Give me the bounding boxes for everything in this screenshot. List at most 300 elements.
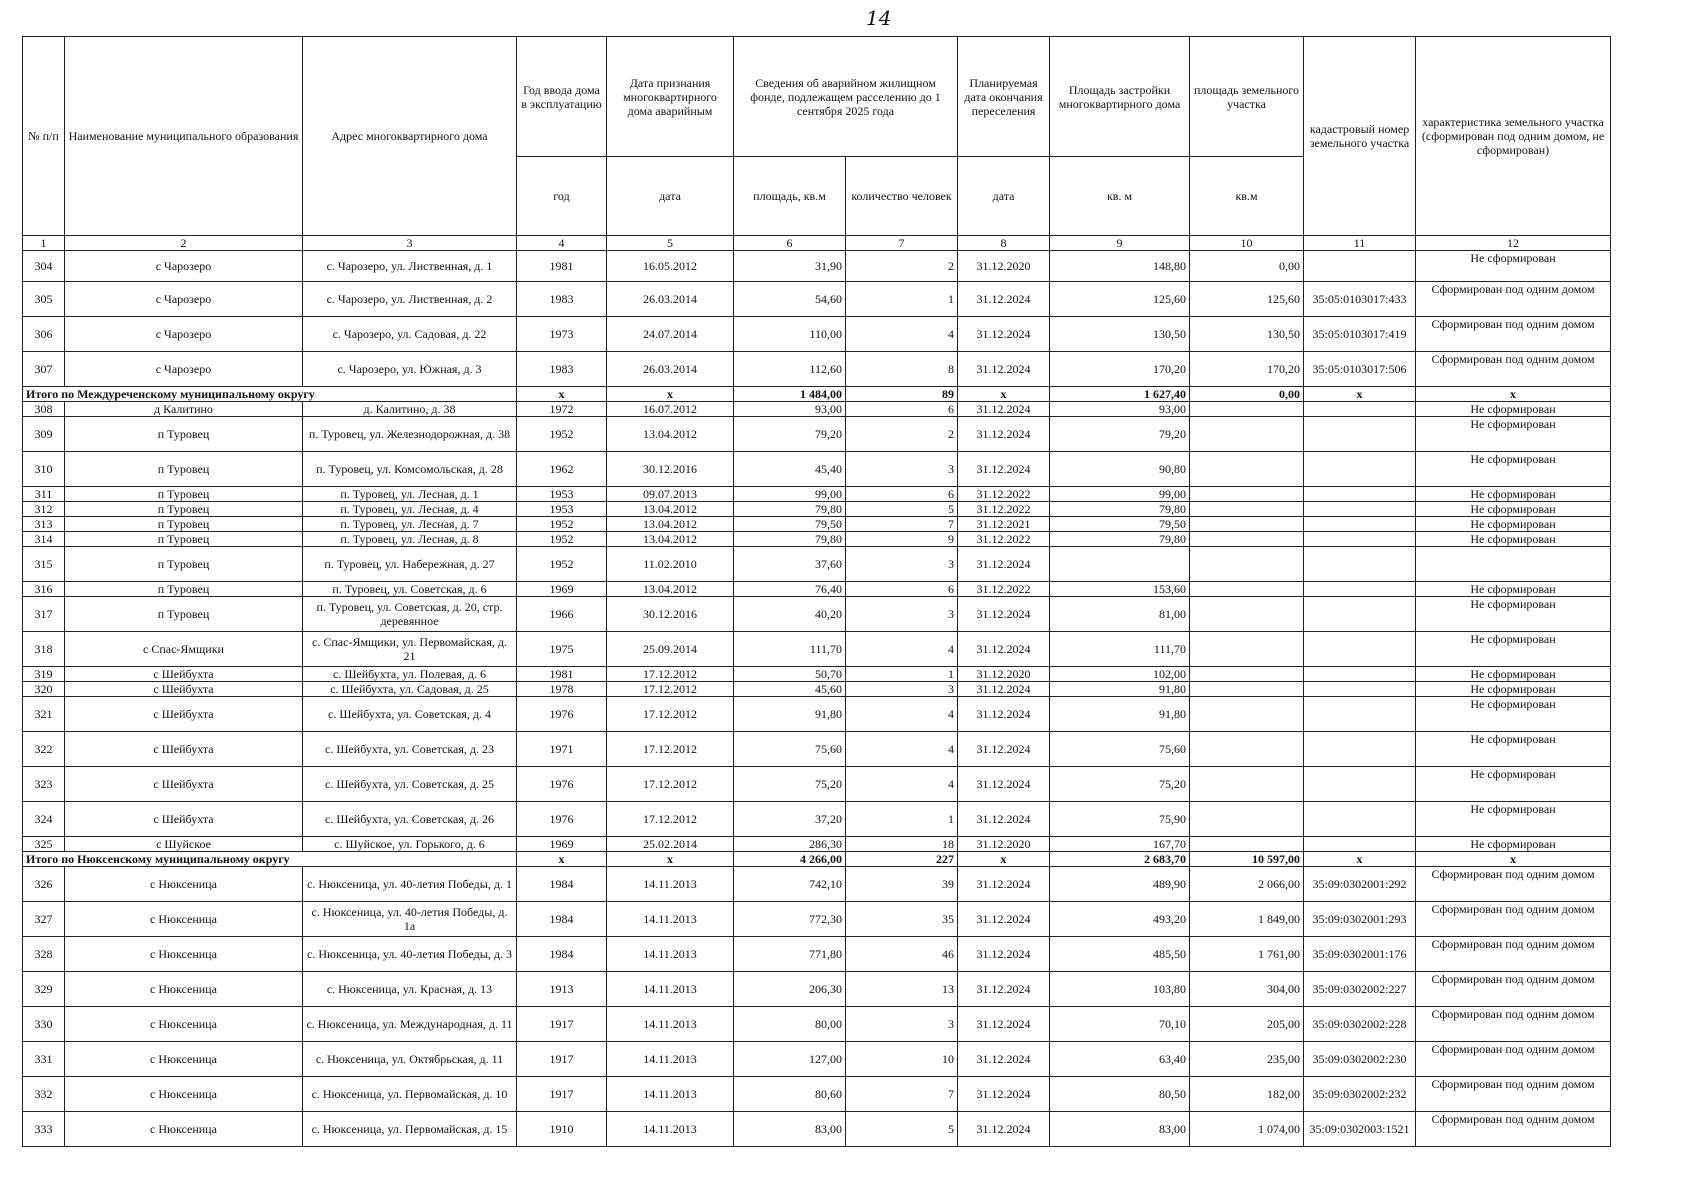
header-row — [23, 37, 1611, 157]
cell-emergency-date: 17.12.2012 — [607, 697, 734, 732]
cell-address: с. Шейбухта, ул. Полевая, д. 6 — [303, 667, 517, 682]
cell-building-area — [1050, 547, 1190, 582]
cell-emergency-date: 11.02.2010 — [607, 547, 734, 582]
cell-address: п. Туровец, ул. Лесная, д. 4 — [303, 502, 517, 517]
cell-row-number: 331 — [23, 1042, 65, 1077]
cell-land-characteristic: Не сформирован — [1416, 532, 1611, 547]
cell-land-characteristic: Сформирован под одним домом — [1416, 867, 1611, 902]
cell-row-number: 322 — [23, 732, 65, 767]
subheader-area: площадь, кв.м — [734, 157, 846, 236]
cell-building-area: 125,60 — [1050, 282, 1190, 317]
cell-cadastral-number — [1304, 732, 1416, 767]
cell-building-area: 485,50 — [1050, 937, 1190, 972]
cell-people: 4 — [846, 632, 958, 667]
cell-row-number: 327 — [23, 902, 65, 937]
cell-resettlement-end: 31.12.2024 — [958, 867, 1050, 902]
cell-emergency-date: 13.04.2012 — [607, 417, 734, 452]
cell-commission-year: 1976 — [517, 767, 607, 802]
header-municipality: Наименование муниципального образования — [65, 37, 303, 236]
cell-building-area: 90,80 — [1050, 452, 1190, 487]
cell-cadastral-number — [1304, 632, 1416, 667]
cell-cadastral-number — [1304, 251, 1416, 282]
cell-area: 79,50 — [734, 517, 846, 532]
cell-resettlement-end: 31.12.2021 — [958, 517, 1050, 532]
cell-commission-year: 1984 — [517, 937, 607, 972]
cell-emergency-date: 24.07.2014 — [607, 317, 734, 352]
cell-building-area: 93,00 — [1050, 402, 1190, 417]
cell-land-area: 182,00 — [1190, 1077, 1304, 1112]
cell-row-number: 304 — [23, 251, 65, 282]
subtotal-people: 89 — [846, 387, 958, 402]
cell-cadastral-number: 35:09:0302001:293 — [1304, 902, 1416, 937]
cell-municipality: с Нюксеница — [65, 1112, 303, 1147]
cell-municipality: с Шейбухта — [65, 682, 303, 697]
subtotal-label: Итого по Междуреченскому муниципальному округу — [23, 387, 303, 402]
cell-land-area — [1190, 502, 1304, 517]
cell-commission-year: 1969 — [517, 837, 607, 852]
cell-area: 79,80 — [734, 532, 846, 547]
cell-land-characteristic: Не сформирован — [1416, 837, 1611, 852]
cell-area: 742,10 — [734, 867, 846, 902]
header-resettlement-end: Планируемая дата окончания переселения — [958, 37, 1050, 157]
cell-commission-year: 1984 — [517, 902, 607, 937]
cell-people: 46 — [846, 937, 958, 972]
cell-commission-year: 1917 — [517, 1007, 607, 1042]
cell-land-area — [1190, 597, 1304, 632]
cell-row-number: 316 — [23, 582, 65, 597]
cell-land-area — [1190, 402, 1304, 417]
cell-building-area: 75,60 — [1050, 732, 1190, 767]
cell-resettlement-end: 31.12.2024 — [958, 902, 1050, 937]
table-row — [23, 632, 1611, 667]
cell-commission-year: 1969 — [517, 582, 607, 597]
cell-building-area: 79,50 — [1050, 517, 1190, 532]
column-number: 3 — [303, 236, 517, 251]
cell-cadastral-number — [1304, 582, 1416, 597]
housing-register-table — [22, 36, 1611, 1147]
cell-address: п. Туровец, ул. Советская, д. 20, стр. деревянное — [303, 597, 517, 632]
cell-municipality: с Нюксеница — [65, 937, 303, 972]
table-row — [23, 1042, 1611, 1077]
cell-building-area: 102,00 — [1050, 667, 1190, 682]
cell-land-characteristic: Не сформирован — [1416, 502, 1611, 517]
cell-resettlement-end: 31.12.2024 — [958, 682, 1050, 697]
cell-emergency-date: 14.11.2013 — [607, 972, 734, 1007]
cell-resettlement-end: 31.12.2020 — [958, 251, 1050, 282]
cell-cadastral-number — [1304, 767, 1416, 802]
cell-area: 75,20 — [734, 767, 846, 802]
cell-land-area — [1190, 547, 1304, 582]
cell-land-characteristic: Сформирован под одним домом — [1416, 1007, 1611, 1042]
cell-land-area — [1190, 452, 1304, 487]
header-commission-year: Год ввода дома в эксплуатацию — [517, 37, 607, 157]
cell-municipality: с Шейбухта — [65, 802, 303, 837]
cell-municipality: с Шейбухта — [65, 697, 303, 732]
cell-emergency-date: 14.11.2013 — [607, 902, 734, 937]
cell-land-characteristic: Не сформирован — [1416, 517, 1611, 532]
cell-resettlement-end: 31.12.2024 — [958, 1042, 1050, 1077]
cell-address: п. Туровец, ул. Комсомольская, д. 28 — [303, 452, 517, 487]
cell-area: 286,30 — [734, 837, 846, 852]
table-row — [23, 972, 1611, 1007]
cell-commission-year: 1981 — [517, 667, 607, 682]
cell-people: 3 — [846, 1007, 958, 1042]
cell-land-area: 2 066,00 — [1190, 867, 1304, 902]
cell-land-area — [1190, 487, 1304, 502]
cell-municipality: п Туровец — [65, 597, 303, 632]
cell-address: с. Нюксеница, ул. Первомайская, д. 15 — [303, 1112, 517, 1147]
cell-land-characteristic — [1416, 547, 1611, 582]
cell-building-area: 170,20 — [1050, 352, 1190, 387]
cell-land-area: 304,00 — [1190, 972, 1304, 1007]
table-row — [23, 547, 1611, 582]
cell-land-characteristic: Сформирован под одним домом — [1416, 937, 1611, 972]
cell-emergency-date: 13.04.2012 — [607, 517, 734, 532]
cell-cadastral-number: 35:05:0103017:506 — [1304, 352, 1416, 387]
cell-row-number: 319 — [23, 667, 65, 682]
cell-address: п. Туровец, ул. Лесная, д. 1 — [303, 487, 517, 502]
cell-people: 6 — [846, 582, 958, 597]
cell-address: п. Туровец, ул. Лесная, д. 7 — [303, 517, 517, 532]
table-row — [23, 282, 1611, 317]
cell-land-area — [1190, 532, 1304, 547]
cell-emergency-date: 17.12.2012 — [607, 682, 734, 697]
cell-emergency-date: 25.02.2014 — [607, 837, 734, 852]
cell-row-number: 314 — [23, 532, 65, 547]
cell-row-number: 306 — [23, 317, 65, 352]
subtotal-building-area: 1 627,40 — [1050, 387, 1190, 402]
cell-land-area — [1190, 517, 1304, 532]
table-row — [23, 417, 1611, 452]
cell-municipality: с Спас-Ямщики — [65, 632, 303, 667]
cell-address: с. Спас-Ямщики, ул. Первомайская, д. 21 — [303, 632, 517, 667]
cell-area: 83,00 — [734, 1112, 846, 1147]
cell-cadastral-number — [1304, 597, 1416, 632]
cell-cadastral-number — [1304, 417, 1416, 452]
cell-land-area — [1190, 667, 1304, 682]
cell-cadastral-number — [1304, 667, 1416, 682]
cell-people: 2 — [846, 251, 958, 282]
cell-people: 6 — [846, 402, 958, 417]
cell-municipality: с Чарозеро — [65, 282, 303, 317]
header-land-characteristic: характеристика земельного участка (сформирован под одним домом, не сформирован) — [1416, 37, 1611, 236]
cell-resettlement-end: 31.12.2024 — [958, 767, 1050, 802]
subtotal-end-date: х — [958, 387, 1050, 402]
subtotal-characteristic: х — [1416, 852, 1611, 867]
cell-commission-year: 1952 — [517, 532, 607, 547]
cell-land-characteristic: Не сформирован — [1416, 597, 1611, 632]
subtotal-cadastral: х — [1304, 852, 1416, 867]
cell-land-characteristic: Не сформирован — [1416, 767, 1611, 802]
cell-cadastral-number — [1304, 487, 1416, 502]
cell-people: 7 — [846, 517, 958, 532]
column-number: 6 — [734, 236, 846, 251]
cell-address: с. Нюксеница, ул. 40-летия Победы, д. 1 — [303, 867, 517, 902]
cell-emergency-date: 09.07.2013 — [607, 487, 734, 502]
cell-building-area: 70,10 — [1050, 1007, 1190, 1042]
cell-address: п. Туровец, ул. Набережная, д. 27 — [303, 547, 517, 582]
cell-commission-year: 1981 — [517, 251, 607, 282]
cell-emergency-date: 17.12.2012 — [607, 802, 734, 837]
cell-cadastral-number — [1304, 547, 1416, 582]
cell-people: 13 — [846, 972, 958, 1007]
cell-address: с. Шейбухта, ул. Советская, д. 25 — [303, 767, 517, 802]
cell-address: с. Шейбухта, ул. Советская, д. 23 — [303, 732, 517, 767]
cell-area: 772,30 — [734, 902, 846, 937]
cell-commission-year: 1983 — [517, 352, 607, 387]
cell-commission-year: 1962 — [517, 452, 607, 487]
cell-land-area: 1 849,00 — [1190, 902, 1304, 937]
cell-resettlement-end: 31.12.2022 — [958, 532, 1050, 547]
cell-commission-year: 1917 — [517, 1077, 607, 1112]
subtotal-year: х — [517, 852, 607, 867]
cell-commission-year: 1973 — [517, 317, 607, 352]
cell-land-area — [1190, 697, 1304, 732]
cell-land-characteristic: Не сформирован — [1416, 632, 1611, 667]
cell-area: 91,80 — [734, 697, 846, 732]
table-row — [23, 532, 1611, 547]
cell-people: 3 — [846, 682, 958, 697]
cell-area: 206,30 — [734, 972, 846, 1007]
subheader-land-sqm: кв.м — [1190, 157, 1304, 236]
cell-people: 7 — [846, 1077, 958, 1112]
cell-row-number: 325 — [23, 837, 65, 852]
cell-resettlement-end: 31.12.2024 — [958, 972, 1050, 1007]
cell-emergency-date: 14.11.2013 — [607, 1112, 734, 1147]
cell-emergency-date: 17.12.2012 — [607, 767, 734, 802]
column-number: 4 — [517, 236, 607, 251]
cell-municipality: с Чарозеро — [65, 352, 303, 387]
cell-municipality: с Чарозеро — [65, 251, 303, 282]
cell-commission-year: 1952 — [517, 547, 607, 582]
cell-building-area: 80,50 — [1050, 1077, 1190, 1112]
cell-people: 5 — [846, 502, 958, 517]
cell-building-area: 75,90 — [1050, 802, 1190, 837]
table-row — [23, 1077, 1611, 1112]
cell-building-area: 63,40 — [1050, 1042, 1190, 1077]
cell-commission-year: 1971 — [517, 732, 607, 767]
cell-row-number: 326 — [23, 867, 65, 902]
cell-land-area — [1190, 582, 1304, 597]
cell-people: 1 — [846, 667, 958, 682]
cell-emergency-date: 14.11.2013 — [607, 937, 734, 972]
cell-land-characteristic: Не сформирован — [1416, 251, 1611, 282]
cell-building-area: 81,00 — [1050, 597, 1190, 632]
cell-emergency-date: 13.04.2012 — [607, 582, 734, 597]
cell-row-number: 333 — [23, 1112, 65, 1147]
cell-building-area: 130,50 — [1050, 317, 1190, 352]
cell-emergency-date: 13.04.2012 — [607, 532, 734, 547]
column-number: 10 — [1190, 236, 1304, 251]
cell-people: 1 — [846, 282, 958, 317]
cell-row-number: 315 — [23, 547, 65, 582]
subheader-people: количество человек — [846, 157, 958, 236]
cell-land-characteristic: Не сформирован — [1416, 452, 1611, 487]
cell-resettlement-end: 31.12.2024 — [958, 1112, 1050, 1147]
cell-commission-year: 1984 — [517, 867, 607, 902]
cell-row-number: 305 — [23, 282, 65, 317]
cell-land-characteristic: Сформирован под одним домом — [1416, 1112, 1611, 1147]
cell-land-characteristic: Не сформирован — [1416, 487, 1611, 502]
table-row — [23, 317, 1611, 352]
cell-land-characteristic: Сформирован под одним домом — [1416, 972, 1611, 1007]
table-row — [23, 682, 1611, 697]
cell-address: с. Шейбухта, ул. Советская, д. 4 — [303, 697, 517, 732]
cell-municipality: с Нюксеница — [65, 867, 303, 902]
cell-people: 4 — [846, 767, 958, 802]
cell-land-characteristic: Сформирован под одним домом — [1416, 282, 1611, 317]
cell-people: 10 — [846, 1042, 958, 1077]
cell-emergency-date: 17.12.2012 — [607, 667, 734, 682]
page-number: 14 — [866, 6, 892, 30]
cell-municipality: с Шейбухта — [65, 767, 303, 802]
cell-commission-year: 1972 — [517, 402, 607, 417]
cell-commission-year: 1953 — [517, 502, 607, 517]
cell-building-area: 103,80 — [1050, 972, 1190, 1007]
cell-address: с. Нюксеница, ул. Октябрьская, д. 11 — [303, 1042, 517, 1077]
cell-resettlement-end: 31.12.2022 — [958, 582, 1050, 597]
cell-address: с. Нюксеница, ул. Международная, д. 11 — [303, 1007, 517, 1042]
cell-commission-year: 1966 — [517, 597, 607, 632]
cell-land-area: 205,00 — [1190, 1007, 1304, 1042]
cell-cadastral-number: 35:05:0103017:433 — [1304, 282, 1416, 317]
cell-row-number: 323 — [23, 767, 65, 802]
cell-building-area: 91,80 — [1050, 682, 1190, 697]
cell-land-characteristic: Не сформирован — [1416, 667, 1611, 682]
cell-building-area: 493,20 — [1050, 902, 1190, 937]
cell-emergency-date: 14.11.2013 — [607, 1007, 734, 1042]
cell-row-number: 307 — [23, 352, 65, 387]
column-number: 9 — [1050, 236, 1190, 251]
subheader-build-sqm: кв. м — [1050, 157, 1190, 236]
cell-row-number: 332 — [23, 1077, 65, 1112]
cell-land-characteristic: Не сформирован — [1416, 697, 1611, 732]
cell-commission-year: 1983 — [517, 282, 607, 317]
cell-land-area — [1190, 732, 1304, 767]
cell-address: с. Чарозеро, ул. Лиственная, д. 1 — [303, 251, 517, 282]
cell-emergency-date: 30.12.2016 — [607, 597, 734, 632]
table-row — [23, 502, 1611, 517]
subtotal-building-area: 2 683,70 — [1050, 852, 1190, 867]
cell-cadastral-number — [1304, 682, 1416, 697]
cell-cadastral-number — [1304, 837, 1416, 852]
cell-area: 54,60 — [734, 282, 846, 317]
cell-land-area — [1190, 837, 1304, 852]
table-row — [23, 517, 1611, 532]
cell-commission-year: 1978 — [517, 682, 607, 697]
header-land-area: площадь земельного участка — [1190, 37, 1304, 157]
cell-commission-year: 1976 — [517, 802, 607, 837]
header-cadastral-number: кадастровый номер земельного участка — [1304, 37, 1416, 236]
cell-commission-year: 1917 — [517, 1042, 607, 1077]
cell-people: 9 — [846, 532, 958, 547]
cell-emergency-date: 14.11.2013 — [607, 1077, 734, 1112]
cell-land-characteristic: Не сформирован — [1416, 802, 1611, 837]
cell-resettlement-end: 31.12.2022 — [958, 487, 1050, 502]
cell-cadastral-number: 35:09:0302002:227 — [1304, 972, 1416, 1007]
cell-cadastral-number — [1304, 402, 1416, 417]
table-row — [23, 867, 1611, 902]
subheader-date: дата — [607, 157, 734, 236]
cell-emergency-date: 17.12.2012 — [607, 732, 734, 767]
cell-people: 35 — [846, 902, 958, 937]
cell-land-characteristic: Не сформирован — [1416, 682, 1611, 697]
cell-cadastral-number: 35:09:0302002:232 — [1304, 1077, 1416, 1112]
cell-row-number: 321 — [23, 697, 65, 732]
cell-building-area: 91,80 — [1050, 697, 1190, 732]
cell-row-number: 317 — [23, 597, 65, 632]
cell-address: с. Нюксеница, ул. 40-летия Победы, д. 1а — [303, 902, 517, 937]
cell-people: 4 — [846, 317, 958, 352]
cell-address: п. Туровец, ул. Лесная, д. 8 — [303, 532, 517, 547]
column-number: 11 — [1304, 236, 1416, 251]
cell-area: 112,60 — [734, 352, 846, 387]
cell-resettlement-end: 31.12.2024 — [958, 1007, 1050, 1042]
cell-emergency-date: 25.09.2014 — [607, 632, 734, 667]
cell-municipality: с Нюксеница — [65, 1007, 303, 1042]
cell-row-number: 324 — [23, 802, 65, 837]
cell-land-characteristic: Сформирован под одним домом — [1416, 352, 1611, 387]
cell-cadastral-number: 35:09:0302002:228 — [1304, 1007, 1416, 1042]
cell-municipality: с Нюксеница — [65, 1042, 303, 1077]
subtotal-area: 4 266,00 — [734, 852, 846, 867]
subtotal-land-area: 10 597,00 — [1190, 852, 1304, 867]
cell-municipality: п Туровец — [65, 582, 303, 597]
cell-resettlement-end: 31.12.2024 — [958, 547, 1050, 582]
table-row — [23, 402, 1611, 417]
cell-area: 45,40 — [734, 452, 846, 487]
cell-cadastral-number: 35:09:0302003:1521 — [1304, 1112, 1416, 1147]
cell-land-characteristic: Не сформирован — [1416, 402, 1611, 417]
cell-land-area — [1190, 767, 1304, 802]
table-row — [23, 802, 1611, 837]
cell-commission-year: 1952 — [517, 517, 607, 532]
cell-commission-year: 1976 — [517, 697, 607, 732]
cell-building-area: 99,00 — [1050, 487, 1190, 502]
subheader-year: год — [517, 157, 607, 236]
table-row — [23, 697, 1611, 732]
cell-land-characteristic: Не сформирован — [1416, 732, 1611, 767]
cell-land-area: 130,50 — [1190, 317, 1304, 352]
column-number: 1 — [23, 236, 65, 251]
header-row-number: № п/п — [23, 37, 65, 236]
cell-resettlement-end: 31.12.2024 — [958, 597, 1050, 632]
cell-area: 37,20 — [734, 802, 846, 837]
cell-land-area: 235,00 — [1190, 1042, 1304, 1077]
cell-municipality: п Туровец — [65, 547, 303, 582]
cell-area: 127,00 — [734, 1042, 846, 1077]
cell-area: 771,80 — [734, 937, 846, 972]
cell-municipality: с Нюксеница — [65, 1077, 303, 1112]
header-emergency-date: Дата признания многоквартирного дома аварийным — [607, 37, 734, 157]
column-number: 7 — [846, 236, 958, 251]
cell-land-area — [1190, 682, 1304, 697]
subtotal-date: х — [607, 852, 734, 867]
subtotal-gap — [303, 852, 517, 867]
cell-building-area: 111,70 — [1050, 632, 1190, 667]
cell-area: 110,00 — [734, 317, 846, 352]
cell-building-area: 75,20 — [1050, 767, 1190, 802]
cell-emergency-date: 14.11.2013 — [607, 1042, 734, 1077]
table-row — [23, 251, 1611, 282]
cell-building-area: 83,00 — [1050, 1112, 1190, 1147]
table-row — [23, 837, 1611, 852]
subtotal-label: Итого по Нюксенскому муниципальному округу — [23, 852, 303, 867]
cell-land-characteristic: Сформирован под одним домом — [1416, 1077, 1611, 1112]
header-building-area: Площадь застройки многоквартирного дома — [1050, 37, 1190, 157]
cell-people: 2 — [846, 417, 958, 452]
cell-commission-year: 1953 — [517, 487, 607, 502]
